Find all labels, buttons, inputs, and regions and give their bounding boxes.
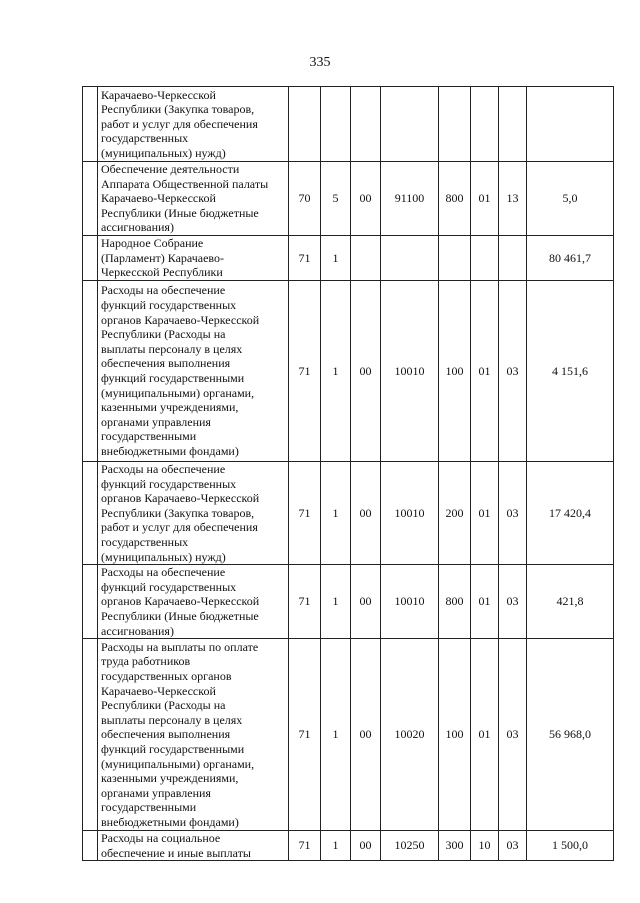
row-code-cell: 03	[499, 831, 527, 861]
row-amount-cell: 17 420,4	[527, 462, 614, 565]
row-stub-cell	[83, 565, 98, 639]
row-stub-cell	[83, 236, 98, 281]
row-name-cell: Расходы на обеспечение функций государственных органов Карачаево-Черкесской Республики (Расходы на выплаты персоналу в целях обеспечения выполнения функций государственными (муниципальными) органами, казенными учреждениями, органами управления государственными внебюджетными фондами)	[98, 281, 289, 462]
row-code-cell	[471, 87, 499, 162]
row-code-cell: 800	[439, 565, 471, 639]
table-row	[83, 162, 614, 236]
row-code-cell: 71	[289, 462, 321, 565]
row-code-cell: 10	[471, 831, 499, 861]
table-row	[83, 281, 614, 462]
table-row	[83, 831, 614, 861]
budget-table	[82, 86, 614, 861]
row-stub-cell	[83, 831, 98, 861]
row-stub-cell	[83, 462, 98, 565]
row-code-cell: 00	[351, 162, 381, 236]
row-name-cell: Расходы на обеспечение функций государственных органов Карачаево-Черкесской Республики (Закупка товаров, работ и услуг для обеспечения государственных (муниципальных) нужд)	[98, 462, 289, 565]
row-stub-cell	[83, 162, 98, 236]
row-name-cell: Расходы на обеспечение функций государственных органов Карачаево-Черкесской Республики (Иные бюджетные ассигнования)	[98, 565, 289, 639]
row-amount-cell: 56 968,0	[527, 639, 614, 831]
row-code-cell: 01	[471, 639, 499, 831]
row-code-cell: 00	[351, 462, 381, 565]
row-code-cell: 800	[439, 162, 471, 236]
row-name-cell: Расходы на выплаты по оплате труда работников государственных органов Карачаево-Черкесской Республики (Расходы на выплаты персоналу в целях обеспечения выполнения функций государственными (муниципальными) органами, казенными учреждениями, органами управления государственными внебюджетными фондами)	[98, 639, 289, 831]
row-code-cell	[381, 87, 439, 162]
row-code-cell: 10010	[381, 565, 439, 639]
row-code-cell: 13	[499, 162, 527, 236]
row-code-cell: 01	[471, 565, 499, 639]
row-code-cell: 10010	[381, 281, 439, 462]
row-code-cell	[351, 236, 381, 281]
row-code-cell: 1	[321, 639, 351, 831]
row-code-cell: 01	[471, 281, 499, 462]
row-amount-cell: 80 461,7	[527, 236, 614, 281]
row-code-cell: 70	[289, 162, 321, 236]
row-name-cell: Расходы на социальное обеспечение и иные выплаты	[98, 831, 289, 861]
row-code-cell: 10250	[381, 831, 439, 861]
row-code-cell: 01	[471, 162, 499, 236]
table-row	[83, 87, 614, 162]
row-code-cell: 1	[321, 281, 351, 462]
row-code-cell: 5	[321, 162, 351, 236]
row-code-cell	[499, 236, 527, 281]
row-code-cell: 71	[289, 565, 321, 639]
row-code-cell: 03	[499, 462, 527, 565]
row-stub-cell	[83, 281, 98, 462]
row-code-cell: 100	[439, 281, 471, 462]
table-row	[83, 565, 614, 639]
row-code-cell: 71	[289, 236, 321, 281]
row-code-cell: 10020	[381, 639, 439, 831]
row-code-cell	[439, 87, 471, 162]
row-code-cell	[499, 87, 527, 162]
row-code-cell: 00	[351, 565, 381, 639]
row-amount-cell: 421,8	[527, 565, 614, 639]
row-code-cell: 03	[499, 281, 527, 462]
row-code-cell: 00	[351, 831, 381, 861]
row-code-cell: 100	[439, 639, 471, 831]
row-code-cell	[321, 87, 351, 162]
row-code-cell: 00	[351, 639, 381, 831]
row-stub-cell	[83, 639, 98, 831]
row-code-cell: 1	[321, 565, 351, 639]
row-code-cell: 1	[321, 236, 351, 281]
row-code-cell: 200	[439, 462, 471, 565]
row-code-cell: 91100	[381, 162, 439, 236]
row-code-cell: 71	[289, 831, 321, 861]
row-stub-cell	[83, 87, 98, 162]
row-code-cell	[351, 87, 381, 162]
table-row	[83, 639, 614, 831]
row-code-cell: 03	[499, 639, 527, 831]
row-code-cell	[471, 236, 499, 281]
row-amount-cell: 1 500,0	[527, 831, 614, 861]
row-code-cell: 1	[321, 831, 351, 861]
row-amount-cell: 4 151,6	[527, 281, 614, 462]
row-code-cell	[439, 236, 471, 281]
row-code-cell: 03	[499, 565, 527, 639]
row-code-cell: 300	[439, 831, 471, 861]
table-row	[83, 236, 614, 281]
row-code-cell: 1	[321, 462, 351, 565]
row-code-cell: 71	[289, 639, 321, 831]
row-amount-cell: 5,0	[527, 162, 614, 236]
row-code-cell: 10010	[381, 462, 439, 565]
row-name-cell: Карачаево-Черкесской Республики (Закупка товаров, работ и услуг для обеспечения государственных (муниципальных) нужд)	[98, 87, 289, 162]
table-row	[83, 462, 614, 565]
row-name-cell: Обеспечение деятельности Аппарата Общественной палаты Карачаево-Черкесской Республики (Иные бюджетные ассигнования)	[98, 162, 289, 236]
row-code-cell: 71	[289, 281, 321, 462]
row-name-cell: Народное Собрание (Парламент) Карачаево- Черкесской Республики	[98, 236, 289, 281]
row-code-cell: 00	[351, 281, 381, 462]
row-code-cell: 01	[471, 462, 499, 565]
row-code-cell	[381, 236, 439, 281]
row-amount-cell	[527, 87, 614, 162]
page-number: 335	[309, 55, 331, 70]
row-code-cell	[289, 87, 321, 162]
